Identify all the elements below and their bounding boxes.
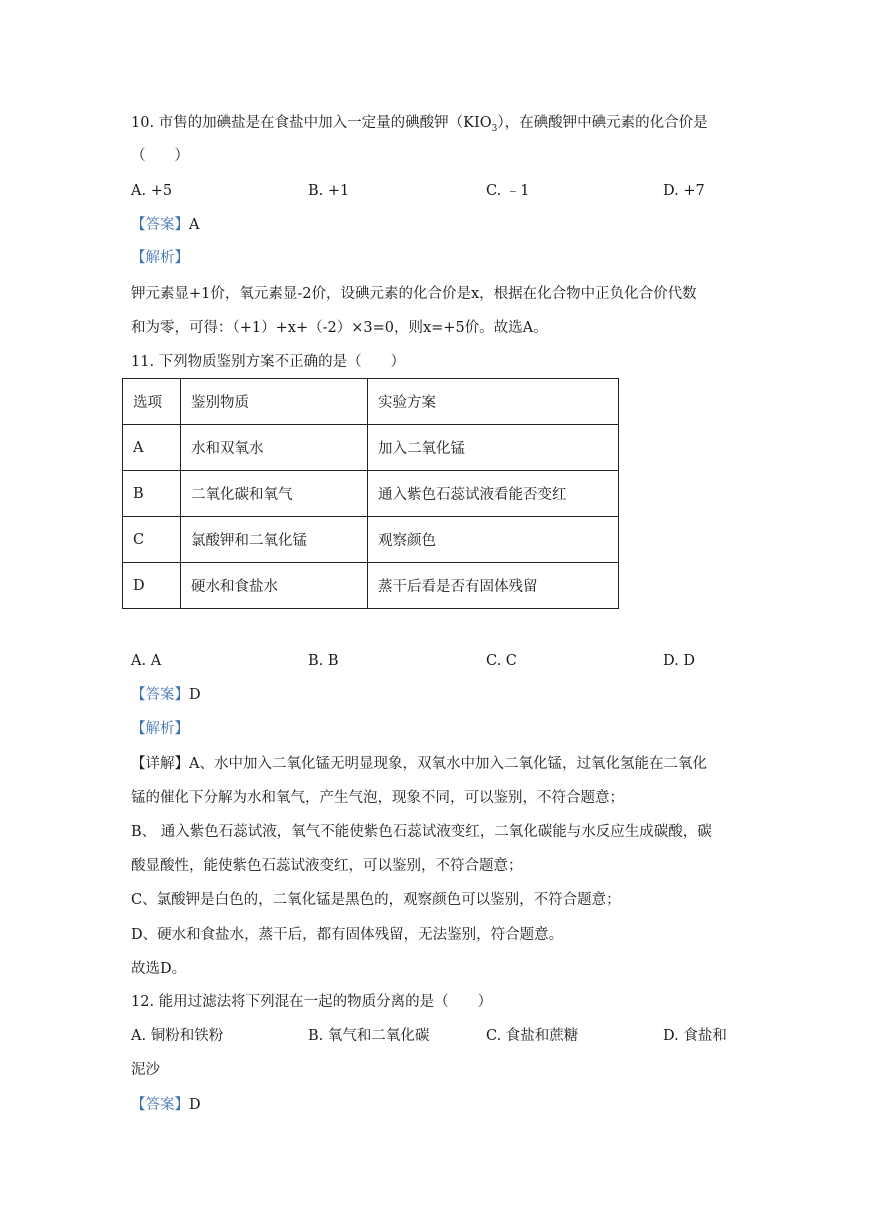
q11-option-d: D. D (663, 653, 695, 669)
table-cell: A (123, 425, 181, 471)
table-cell: 硬水和食盐水 (181, 563, 368, 609)
table-header: 鉴别物质 (181, 379, 368, 425)
q11-stem: 11. 下列物质鉴别方案不正确的是（ ） (131, 354, 406, 370)
table-header-row (123, 379, 619, 425)
table-cell: D (123, 563, 181, 609)
q11-option-b: B. B (308, 653, 339, 669)
q12-answer: 【答案】D (131, 1097, 201, 1113)
q12-option-c: C. 食盐和蔗糖 (486, 1028, 579, 1044)
q10-stem: 10. 市售的加碘盐是在食盐中加入一定量的碘酸钾$(KIO_3)$，在碘酸钾中碘元素的化合价是 (131, 115, 708, 134)
q11-detail-line: B、 通入紫色石蕊试液，氧气不能使紫色石蕊试液变红，二氧化碳能与水反应生成碳酸，碳 (131, 824, 712, 840)
q12-option-d: D. 食盐和 (663, 1028, 727, 1044)
q11-option-c: C. C (486, 653, 517, 669)
answer-tag: 【答案】 (131, 1097, 189, 1113)
table-header: 选项 (123, 379, 181, 425)
table-cell: 通入紫色石蕊试液看能否变红 (368, 471, 619, 517)
q10-option-c: C. ﹣1 (486, 183, 530, 199)
table-cell: 二氧化碳和氧气 (181, 471, 368, 517)
table-cell: B (123, 471, 181, 517)
table-cell: 水和双氧水 (181, 425, 368, 471)
q10-analysis-tag: 【解析】 (131, 250, 189, 266)
table-cell: 蒸干后看是否有固体残留 (368, 563, 619, 609)
q11-table (122, 378, 619, 609)
table-cell: 氯酸钾和二氧化锰 (181, 517, 368, 563)
q11-answer: 【答案】D (131, 687, 201, 703)
q12-stem: 12. 能用过滤法将下列混在一起的物质分离的是（ ） (131, 994, 493, 1010)
q11-detail-line: C、氯酸钾是白色的，二氧化锰是黑色的，观察颜色可以鉴别，不符合题意； (131, 892, 621, 908)
q10-option-a: A. +5 (131, 183, 173, 199)
table-row (123, 471, 619, 517)
q12-option-d-wrap: 泥沙 (131, 1062, 160, 1078)
table-cell: 观察颜色 (368, 517, 619, 563)
q10-answer: 【答案】A (131, 217, 200, 233)
q10-option-d: D. +7 (663, 183, 705, 199)
table-header: 实验方案 (368, 379, 619, 425)
answer-tag: 【答案】 (131, 217, 189, 233)
q10-analysis-line: 钾元素显+1价，氧元素显-2价，设碘元素的化合价是x，根据在化合物中正负化合价代数 (131, 286, 697, 302)
q11-detail-line: 酸显酸性，能使紫色石蕊试液变红，可以鉴别，不符合题意； (131, 858, 523, 874)
q11-detail-line: 锰的催化下分解为水和氧气，产生气泡，现象不同，可以鉴别，不符合题意； (131, 790, 624, 806)
q11-detail-line: D、硬水和食盐水，蒸干后，都有固体残留，无法鉴别，符合题意。 (131, 927, 564, 943)
q10-blank: （ ） (131, 148, 189, 164)
detail-tag: 【详解】 (131, 756, 189, 772)
table-cell: C (123, 517, 181, 563)
table-row (123, 563, 619, 609)
q10-analysis-line: 和为零，可得：（+1）+x+（-2）×3=0，则x=+5价。故选A。 (131, 320, 548, 336)
q11-detail-line: 故选D。 (131, 961, 187, 977)
answer-tag: 【答案】 (131, 687, 189, 703)
q12-option-b: B. 氧气和二氧化碳 (308, 1028, 430, 1044)
q12-option-a: A. 铜粉和铁粉 (131, 1028, 224, 1044)
table-row (123, 517, 619, 563)
q11-option-a: A. A (131, 653, 162, 669)
table-row (123, 425, 619, 471)
q10-option-b: B. +1 (308, 183, 350, 199)
q11-analysis-tag: 【解析】 (131, 721, 189, 737)
table-cell: 加入二氧化锰 (368, 425, 619, 471)
q11-detail-line: 【详解】A、水中加入二氧化锰无明显现象，双氧水中加入二氧化锰，过氧化氢能在二氧化 (131, 756, 707, 772)
